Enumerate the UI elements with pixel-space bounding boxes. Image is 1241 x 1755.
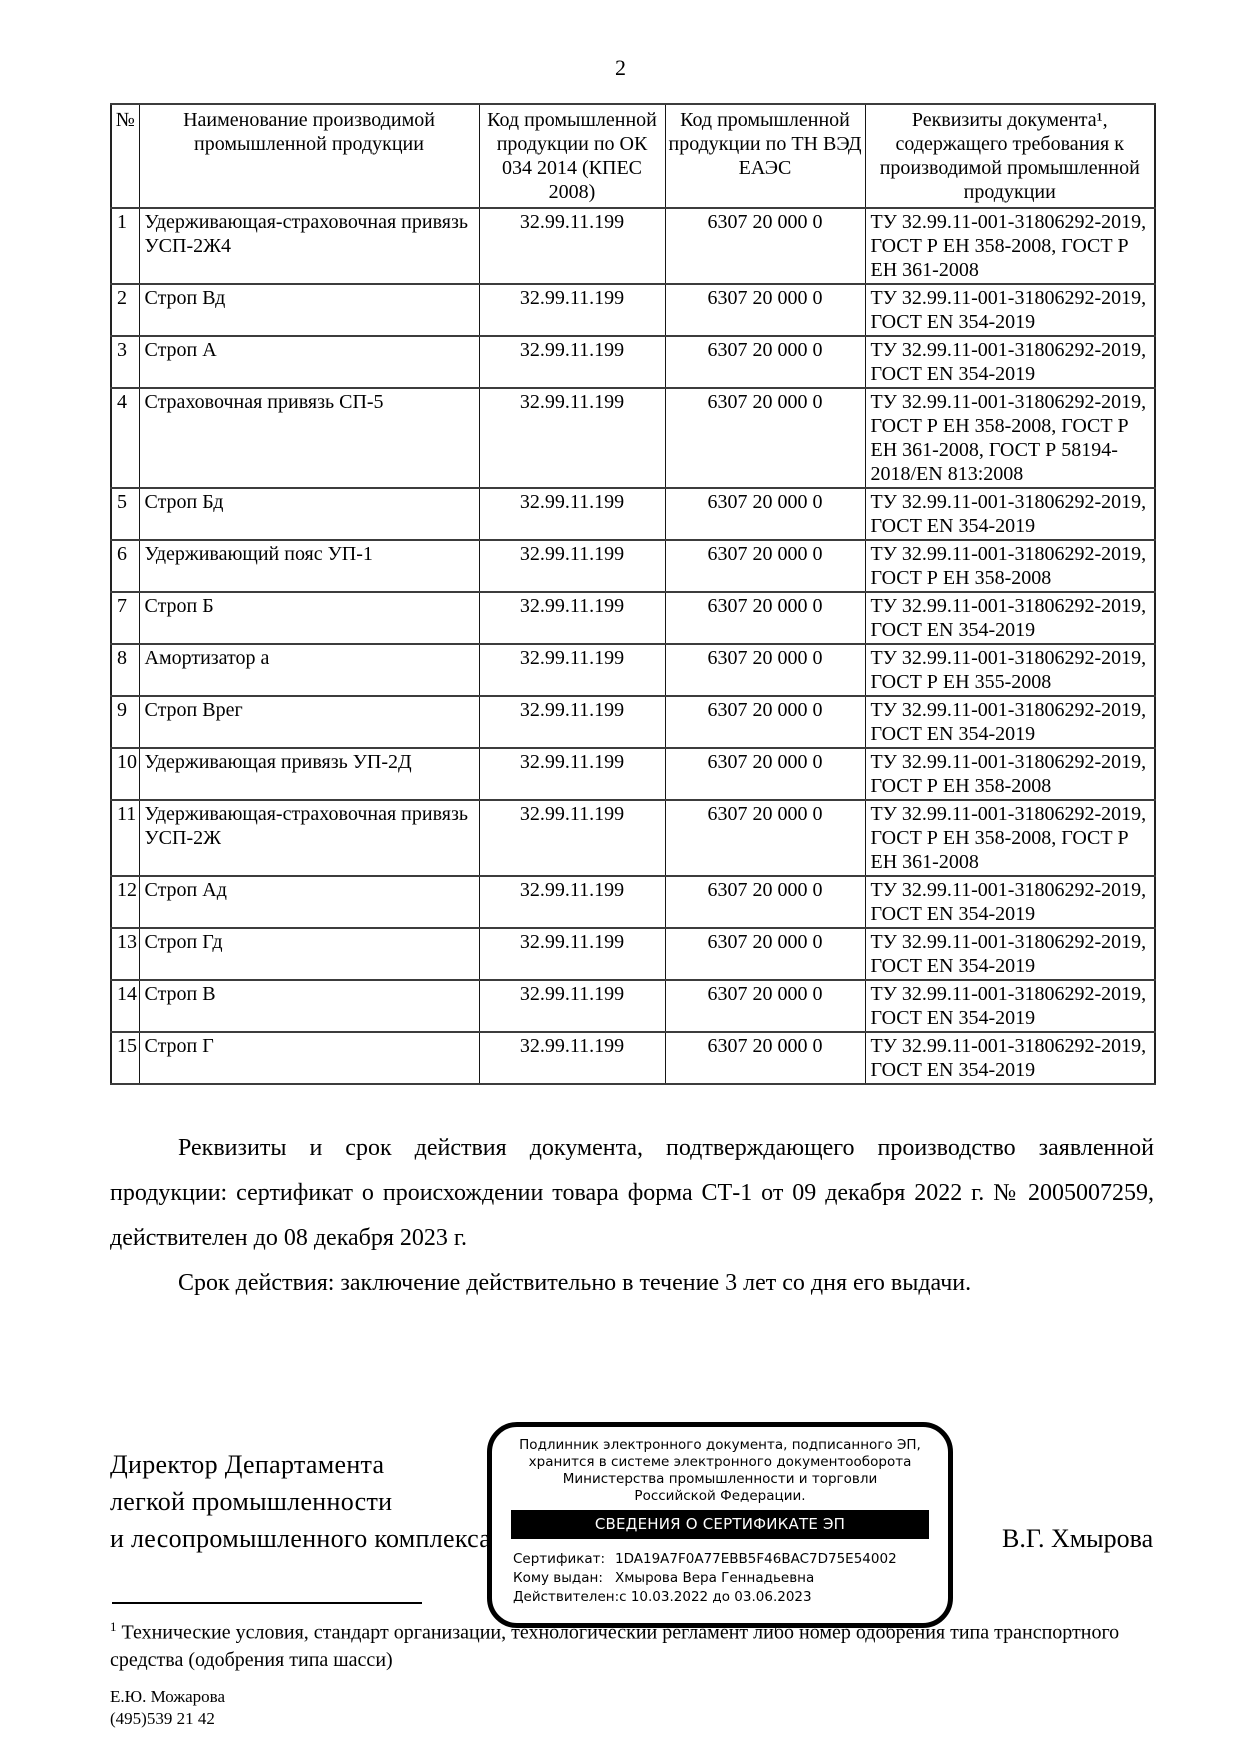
cell-tnved_code: 6307 20 000 0 [665, 876, 865, 928]
cell-name: Строп Врег [139, 696, 479, 748]
footnote-rule [112, 1602, 422, 1604]
cell-num: 15 [111, 1032, 139, 1084]
cell-ok_code: 32.99.11.199 [479, 208, 665, 284]
issued-to-row [513, 1569, 943, 1588]
cell-requisites: ТУ 32.99.11-001-31806292-2019, ГОСТ EN 354-2019 [865, 284, 1155, 336]
footnote-text: Технические условия, стандарт организации, технологический регламент либо номер одобрения типа транспортного средства (одобрения типа шасси) [110, 1621, 1120, 1671]
stamp-intro-line: хранится в системе электронного документооборота [528, 1454, 912, 1470]
cell-name: Амортизатор а [139, 644, 479, 696]
cell-ok_code: 32.99.11.199 [479, 540, 665, 592]
cell-requisites: ТУ 32.99.11-001-31806292-2019, ГОСТ EN 354-2019 [865, 928, 1155, 980]
signature-title-line: Директор Департамента [110, 1450, 385, 1479]
table-row [111, 928, 1155, 980]
cell-ok_code: 32.99.11.199 [479, 284, 665, 336]
cell-num: 4 [111, 388, 139, 488]
cell-num: 13 [111, 928, 139, 980]
stamp-intro-line: Российской Федерации. [634, 1488, 806, 1504]
body-paragraphs [110, 1126, 1154, 1306]
cell-ok_code: 32.99.11.199 [479, 928, 665, 980]
cell-name: Строп Г [139, 1032, 479, 1084]
cell-name: Удерживающая-страховочная привязь УСП-2Ж4 [139, 208, 479, 284]
cell-requisites: ТУ 32.99.11-001-31806292-2019, ГОСТ EN 354-2019 [865, 1032, 1155, 1084]
cell-name: Строп Ад [139, 876, 479, 928]
header-number: № [111, 104, 139, 208]
valid-label: Действителен: [513, 1589, 620, 1605]
cell-tnved_code: 6307 20 000 0 [665, 388, 865, 488]
cell-name: Строп В [139, 980, 479, 1032]
header-tnved-code: Код промышленной продукции по ТН ВЭД ЕАЭС [665, 104, 865, 208]
header-ok-code: Код промышленной продукции по ОК 034 2014 (КПЕС 2008) [479, 104, 665, 208]
cell-ok_code: 32.99.11.199 [479, 644, 665, 696]
table-row [111, 1032, 1155, 1084]
cell-name: Удерживающая привязь УП-2Д [139, 748, 479, 800]
cell-num: 2 [111, 284, 139, 336]
cell-name: Строп Вд [139, 284, 479, 336]
stamp-banner: СВЕДЕНИЯ О СЕРТИФИКАТЕ ЭП [511, 1510, 929, 1539]
signature-title-line: легкой промышленности [110, 1487, 393, 1516]
page-number: 2 [615, 55, 626, 80]
cell-tnved_code: 6307 20 000 0 [665, 336, 865, 388]
issued-to-value: Хмырова Вера Геннадьевна [615, 1570, 815, 1586]
certificate-row [513, 1550, 943, 1569]
cell-ok_code: 32.99.11.199 [479, 592, 665, 644]
stamp-intro [497, 1437, 943, 1505]
cell-name: Строп Гд [139, 928, 479, 980]
cell-ok_code: 32.99.11.199 [479, 696, 665, 748]
signature-title [110, 1446, 491, 1557]
cell-requisites: ТУ 32.99.11-001-31806292-2019, ГОСТ EN 354-2019 [865, 488, 1155, 540]
table-row [111, 208, 1155, 284]
cell-ok_code: 32.99.11.199 [479, 876, 665, 928]
cell-num: 10 [111, 748, 139, 800]
cell-tnved_code: 6307 20 000 0 [665, 928, 865, 980]
cell-tnved_code: 6307 20 000 0 [665, 1032, 865, 1084]
footnote-marker: 1 [110, 1619, 117, 1634]
cell-ok_code: 32.99.11.199 [479, 388, 665, 488]
certificate-label: Сертификат: [513, 1551, 606, 1567]
cell-ok_code: 32.99.11.199 [479, 336, 665, 388]
cell-tnved_code: 6307 20 000 0 [665, 644, 865, 696]
table-row [111, 748, 1155, 800]
cell-ok_code: 32.99.11.199 [479, 980, 665, 1032]
cell-requisites: ТУ 32.99.11-001-31806292-2019, ГОСТ EN 354-2019 [865, 592, 1155, 644]
table-header-row [111, 104, 1155, 208]
cell-num: 3 [111, 336, 139, 388]
table-row [111, 336, 1155, 388]
cell-ok_code: 32.99.11.199 [479, 1032, 665, 1084]
cell-tnved_code: 6307 20 000 0 [665, 800, 865, 876]
cell-tnved_code: 6307 20 000 0 [665, 980, 865, 1032]
cell-num: 9 [111, 696, 139, 748]
cell-name: Удерживающий пояс УП-1 [139, 540, 479, 592]
issued-to-label: Кому выдан: [513, 1570, 603, 1586]
cell-requisites: ТУ 32.99.11-001-31806292-2019, ГОСТ EN 354-2019 [865, 980, 1155, 1032]
cell-tnved_code: 6307 20 000 0 [665, 284, 865, 336]
cell-requisites: ТУ 32.99.11-001-31806292-2019, ГОСТ Р ЕН 358-2008 [865, 540, 1155, 592]
cell-tnved_code: 6307 20 000 0 [665, 748, 865, 800]
table-row [111, 592, 1155, 644]
signature-title-line: и лесопромышленного комплекса [110, 1524, 492, 1553]
table-row [111, 800, 1155, 876]
cell-tnved_code: 6307 20 000 0 [665, 592, 865, 644]
contact-phone: (495)539 21 42 [110, 1709, 215, 1728]
cell-name: Строп А [139, 336, 479, 388]
cell-num: 1 [111, 208, 139, 284]
cell-requisites: ТУ 32.99.11-001-31806292-2019, ГОСТ Р ЕН 358-2008 [865, 748, 1155, 800]
cell-num: 12 [111, 876, 139, 928]
stamp-certificate-info [513, 1550, 943, 1607]
table-row [111, 488, 1155, 540]
cell-requisites: ТУ 32.99.11-001-31806292-2019, ГОСТ EN 354-2019 [865, 876, 1155, 928]
cell-tnved_code: 6307 20 000 0 [665, 696, 865, 748]
footnote [110, 1613, 1154, 1674]
products-table-body [111, 208, 1155, 1084]
cell-requisites: ТУ 32.99.11-001-31806292-2019, ГОСТ EN 354-2019 [865, 336, 1155, 388]
cell-num: 11 [111, 800, 139, 876]
certificate-value: 1DA19A7F0A77EBB5F46BAC7D75E54002 [615, 1551, 897, 1567]
cell-num: 7 [111, 592, 139, 644]
header-product-name: Наименование производимой промышленной продукции [139, 104, 479, 208]
cell-name: Строп Бд [139, 488, 479, 540]
cell-name: Страховочная привязь СП-5 [139, 388, 479, 488]
contact-name: Е.Ю. Можарова [110, 1687, 226, 1706]
stamp-intro-line: Подлинник электронного документа, подписанного ЭП, [519, 1437, 921, 1453]
table-row [111, 540, 1155, 592]
table-row [111, 696, 1155, 748]
cell-ok_code: 32.99.11.199 [479, 488, 665, 540]
cell-num: 14 [111, 980, 139, 1032]
table-row [111, 284, 1155, 336]
cell-tnved_code: 6307 20 000 0 [665, 488, 865, 540]
paragraph-validity: Срок действия: заключение действительно в течение 3 лет со дня его выдачи. [178, 1270, 972, 1296]
table-row [111, 388, 1155, 488]
cell-requisites: ТУ 32.99.11-001-31806292-2019, ГОСТ Р ЕН 355-2008 [865, 644, 1155, 696]
cell-ok_code: 32.99.11.199 [479, 748, 665, 800]
cell-tnved_code: 6307 20 000 0 [665, 540, 865, 592]
signature-name: В.Г. Хмырова [1002, 1524, 1154, 1553]
cell-num: 8 [111, 644, 139, 696]
contact-block [110, 1686, 225, 1730]
valid-row [513, 1588, 943, 1607]
cell-num: 6 [111, 540, 139, 592]
stamp-intro-line: Министерства промышленности и торговли [562, 1471, 878, 1487]
table-row [111, 644, 1155, 696]
cell-requisites: ТУ 32.99.11-001-31806292-2019, ГОСТ Р ЕН 358-2008, ГОСТ Р ЕН 361-2008 [865, 208, 1155, 284]
cell-ok_code: 32.99.11.199 [479, 800, 665, 876]
table-row [111, 876, 1155, 928]
cell-name: Удерживающая-страховочная привязь УСП-2Ж [139, 800, 479, 876]
cell-num: 5 [111, 488, 139, 540]
cell-tnved_code: 6307 20 000 0 [665, 208, 865, 284]
header-requisites: Реквизиты документа¹, содержащего требования к производимой промышленной продукции [865, 104, 1155, 208]
cell-requisites: ТУ 32.99.11-001-31806292-2019, ГОСТ Р ЕН 358-2008, ГОСТ Р ЕН 361-2008 [865, 800, 1155, 876]
products-table [110, 103, 1156, 1085]
table-row [111, 980, 1155, 1032]
cell-requisites: ТУ 32.99.11-001-31806292-2019, ГОСТ EN 354-2019 [865, 696, 1155, 748]
e-signature-stamp [487, 1422, 953, 1628]
valid-value: с 10.03.2022 до 03.06.2023 [619, 1589, 812, 1605]
cell-name: Строп Б [139, 592, 479, 644]
paragraph-requisites: Реквизиты и срок действия документа, подтверждающего производство заявленной продукции: сертификат о происхождении товара форма СТ-1 от 09 декабря 2022 г. № 2005007259, действителен до 08 декабря 2023 г. [110, 1135, 1154, 1251]
cell-requisites: ТУ 32.99.11-001-31806292-2019, ГОСТ Р ЕН 358-2008, ГОСТ Р ЕН 361-2008, ГОСТ Р 58194-2018/EN 813:2008 [865, 388, 1155, 488]
